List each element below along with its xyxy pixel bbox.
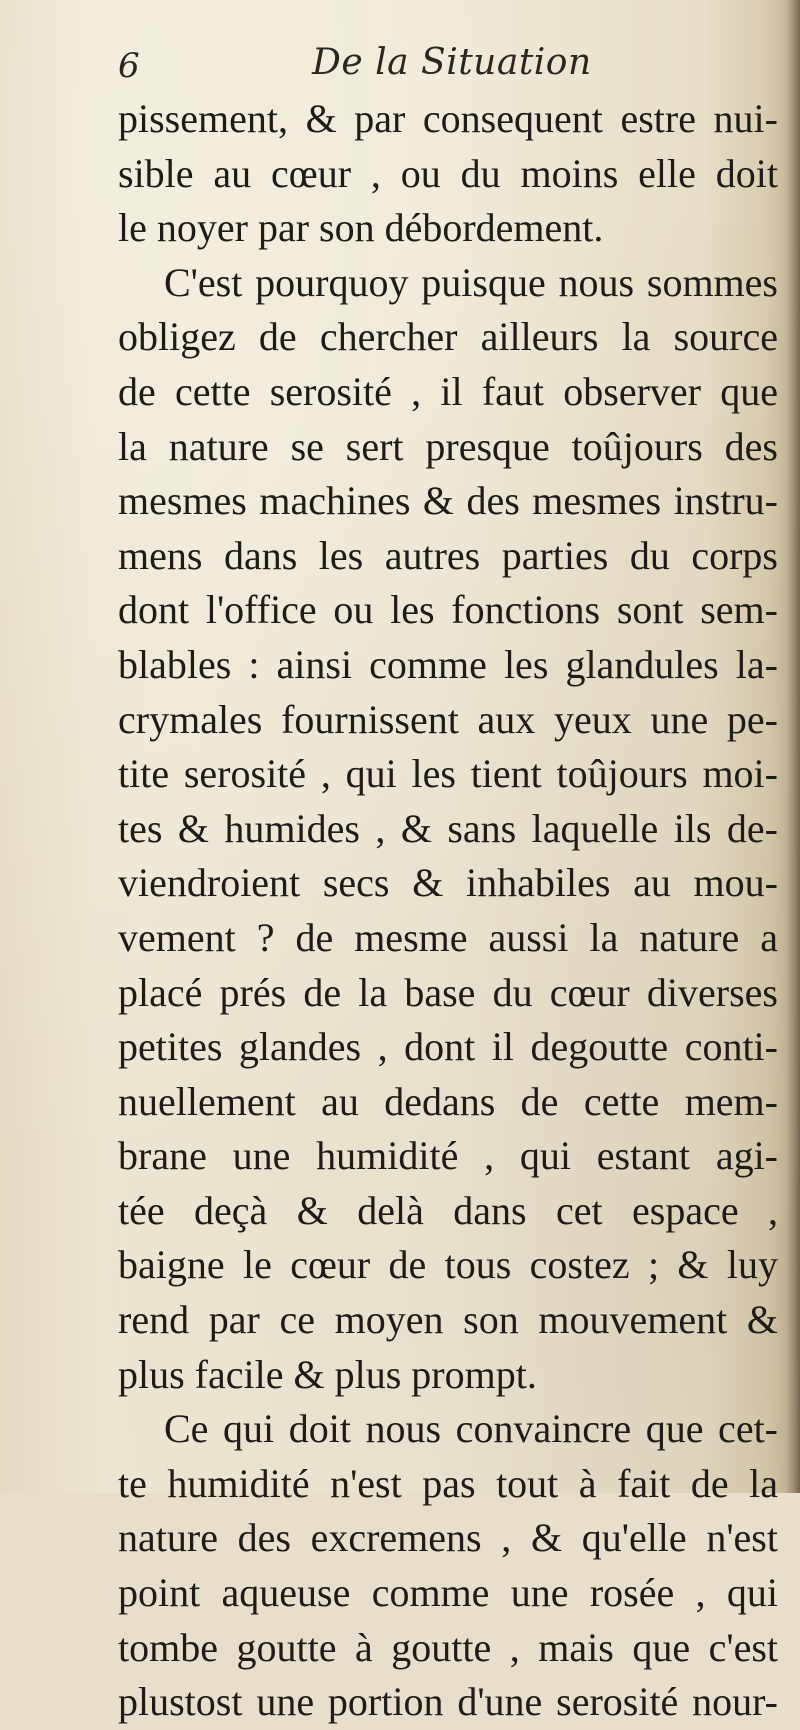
text-line: de cette serosité , il faut observer que [118, 368, 778, 414]
text-line: plustost une portion d'une serosité nour- [118, 1679, 778, 1725]
text-line-paragraph-start: Ce qui doit nous convaincre que cet- [164, 1406, 778, 1452]
text-line: mesmes machines & des mesmes instru- [118, 478, 778, 524]
text-line: obligez de chercher ailleurs la source [118, 314, 778, 360]
text-line: viendroient secs & inhabiles au mou- [118, 860, 778, 906]
text-line: brane une humidité , qui estant agi- [118, 1133, 778, 1179]
text-line: placé prés de la base du cœur diverses [118, 969, 778, 1015]
text-line: plus facile & plus prompt. [118, 1351, 537, 1397]
text-line: nature des excremens , & qu'elle n'est [118, 1515, 778, 1561]
text-line: tée deçà & delà dans cet espace , [118, 1187, 778, 1233]
text-line: tes & humides , & sans laquelle ils de- [118, 805, 778, 851]
text-line: tite serosité , qui les tient toûjours moi- [118, 751, 778, 797]
text-line: point aqueuse comme une rosée , qui [118, 1570, 778, 1616]
text-line: rend par ce moyen son mouvement & [118, 1297, 778, 1343]
text-line: nuellement au dedans de cette mem- [118, 1078, 778, 1124]
text-line: tombe goutte à goutte , mais que c'est [118, 1624, 778, 1670]
text-line: le noyer par son débordement. [118, 205, 604, 251]
page-number: 6 [118, 46, 140, 86]
text-line: baigne le cœur de tous costez ; & luy [118, 1242, 778, 1288]
text-line: te humidité n'est pas tout à fait de la [118, 1460, 778, 1506]
running-head: De la Situation [312, 42, 592, 83]
text-line: pissement, & par consequent estre nui- [118, 96, 778, 141]
text-line: la nature se sert presque toûjours des [118, 423, 778, 469]
page-gutter-shadow [786, 0, 800, 1493]
text-line: mens dans les autres parties du corps [118, 532, 778, 578]
text-line: dont l'office ou les fonctions sont sem- [118, 587, 778, 633]
body-text [118, 92, 778, 1730]
text-line: crymales fournissent aux yeux une pe- [118, 696, 778, 742]
text-line: vement ? de mesme aussi la nature a [118, 914, 778, 960]
text-line-paragraph-start: C'est pourquoy puisque nous sommes [164, 259, 778, 305]
text-line: blables : ainsi comme les glandules la- [118, 641, 778, 687]
text-line: sible au cœur , ou du moins elle doit [118, 150, 778, 196]
text-line: petites glandes , dont il degoutte conti- [118, 1024, 778, 1070]
